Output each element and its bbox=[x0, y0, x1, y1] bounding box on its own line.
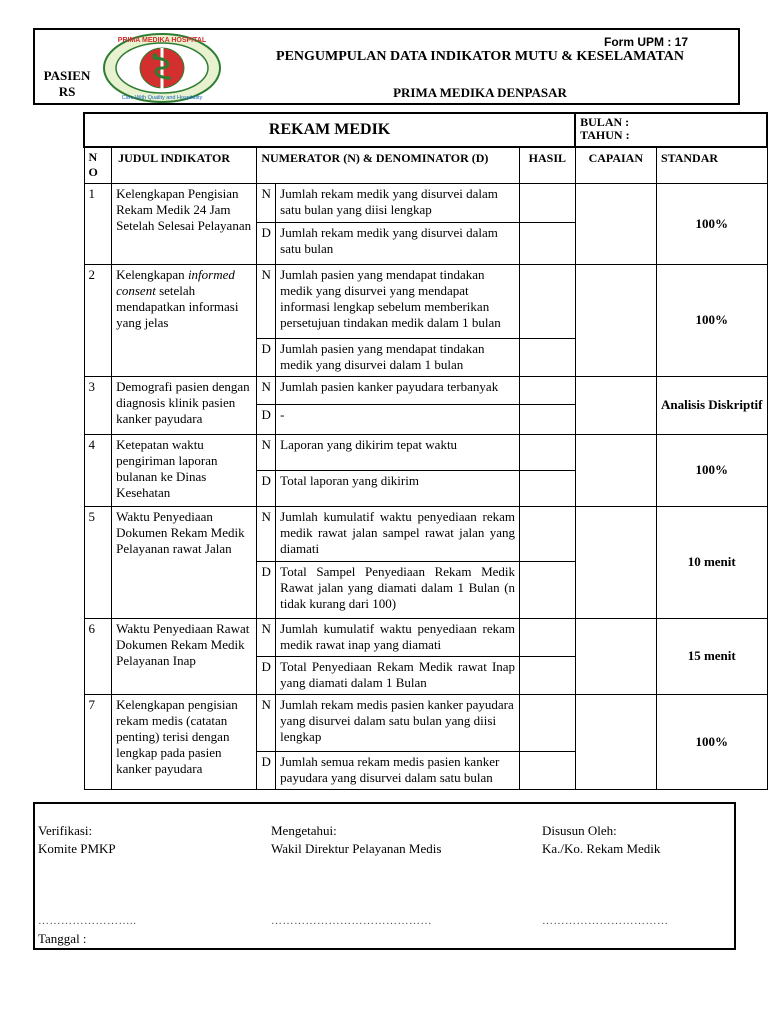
disusun-name: Ka./Ko. Rekam Medik bbox=[542, 841, 661, 856]
denominator-label: D bbox=[257, 338, 276, 376]
bulan-label: BULAN : bbox=[580, 115, 630, 129]
hasil-cell[interactable] bbox=[520, 561, 576, 618]
verifikasi-label: Verifikasi: bbox=[38, 823, 93, 838]
row-judul bbox=[112, 264, 257, 376]
col-header-numerator: NUMERATOR (N) & DENOMINATOR (D) bbox=[257, 147, 520, 183]
table-row bbox=[84, 506, 767, 561]
numerator-label: N bbox=[257, 376, 276, 404]
signature-line-1[interactable]: …………………….. bbox=[38, 915, 137, 927]
hasil-cell[interactable] bbox=[520, 694, 576, 751]
row-no: 5 bbox=[84, 506, 112, 618]
svg-text:PRIMA MEDIKA HOSPITAL: PRIMA MEDIKA HOSPITAL bbox=[117, 37, 207, 44]
hasil-cell[interactable] bbox=[520, 376, 576, 404]
denominator-text: Jumlah rekam medik yang disurvei dalam satu bulan bbox=[276, 222, 520, 264]
hasil-cell[interactable] bbox=[520, 183, 576, 222]
denominator-text: Jumlah semua rekam medis pasien kanker payudara yang disurvei dalam satu bulan bbox=[276, 751, 520, 789]
capaian-cell[interactable] bbox=[575, 376, 656, 434]
tanggal-label: Tanggal : bbox=[38, 931, 87, 946]
row-no: 2 bbox=[84, 264, 112, 376]
numerator-label: N bbox=[257, 618, 276, 656]
hasil-cell[interactable] bbox=[520, 656, 576, 694]
col-header-capaian: CAPAIAN bbox=[575, 147, 656, 183]
denominator-text: - bbox=[276, 404, 520, 434]
col-header-hasil: HASIL bbox=[520, 147, 576, 183]
hasil-cell[interactable] bbox=[520, 338, 576, 376]
rs-label: RS bbox=[58, 84, 76, 99]
denominator-text: Total laporan yang dikirim bbox=[276, 470, 520, 506]
row-no: 1 bbox=[84, 183, 112, 264]
denominator-label: D bbox=[257, 656, 276, 694]
row-judul: Waktu Penyediaan Rawat Dokumen Rekam Medik Pelayanan Inap bbox=[112, 618, 257, 694]
denominator-label: D bbox=[257, 222, 276, 264]
document-title: PENGUMPULAN DATA INDIKATOR MUTU & KESELAMATAN bbox=[276, 49, 684, 64]
table-row bbox=[84, 434, 767, 470]
row-judul-em: informed consent bbox=[116, 266, 235, 298]
indicator-table bbox=[83, 112, 768, 790]
capaian-cell[interactable] bbox=[575, 694, 656, 789]
numerator-label: N bbox=[257, 264, 276, 338]
numerator-text: Laporan yang dikirim tepat waktu bbox=[276, 434, 520, 470]
numerator-text: Jumlah pasien yang mendapat tindakan medik yang disurvei yang mendapat informasi lengkap sebelum memberikan persetujuan tindakan medik dalam 1 bulan bbox=[276, 264, 520, 338]
col-header-standar: STANDAR bbox=[656, 147, 767, 183]
disusun-label: Disusun Oleh: bbox=[542, 823, 617, 838]
numerator-text: Jumlah rekam medik yang disurvei dalam satu bulan yang diisi lengkap bbox=[276, 183, 520, 222]
signature-line-2[interactable]: …………………………………… bbox=[271, 915, 432, 927]
numerator-label: N bbox=[257, 434, 276, 470]
signature-box bbox=[33, 802, 736, 950]
numerator-text: Jumlah kumulatif waktu penyediaan rekam medik rawat jalan sampel rawat jalan yang diamati bbox=[276, 506, 520, 561]
table-row bbox=[84, 183, 767, 222]
mengetahui-name: Wakil Direktur Pelayanan Medis bbox=[271, 841, 442, 856]
hasil-cell[interactable] bbox=[520, 751, 576, 789]
capaian-cell[interactable] bbox=[575, 506, 656, 618]
standar-value: 100% bbox=[656, 694, 767, 789]
svg-text:Care With Quality and Hospital: Care With Quality and Hospitality bbox=[121, 95, 203, 101]
row-judul: Demografi pasien dengan diagnosis klinik pasien kanker payudara bbox=[112, 376, 257, 434]
numerator-label: N bbox=[257, 694, 276, 751]
table-row bbox=[84, 618, 767, 656]
form-number: Form UPM : 17 bbox=[604, 35, 689, 49]
hasil-cell[interactable] bbox=[520, 506, 576, 561]
hasil-cell[interactable] bbox=[520, 264, 576, 338]
row-no: 4 bbox=[84, 434, 112, 506]
hasil-cell[interactable] bbox=[520, 222, 576, 264]
numerator-text: Jumlah pasien kanker payudara terbanyak bbox=[276, 376, 520, 404]
numerator-label: N bbox=[257, 183, 276, 222]
table-row bbox=[84, 694, 767, 751]
col-header-no: N O bbox=[84, 147, 112, 183]
table-row bbox=[84, 376, 767, 404]
row-no: 7 bbox=[84, 694, 112, 789]
denominator-label: D bbox=[257, 751, 276, 789]
row-judul: Kelengkapan Pengisian Rekam Medik 24 Jam Setelah Selesai Pelayanan bbox=[112, 183, 257, 264]
hospital-name: PRIMA MEDIKA DENPASAR bbox=[393, 85, 567, 100]
col-header-judul: JUDUL INDIKATOR bbox=[112, 147, 257, 183]
capaian-cell[interactable] bbox=[575, 434, 656, 506]
pasien-rs-label bbox=[37, 68, 97, 100]
denominator-text: Total Penyediaan Rekam Medik rawat Inap yang diamati dalam 1 Bulan bbox=[276, 656, 520, 694]
standar-value: 100% bbox=[656, 264, 767, 376]
standar-value: 10 menit bbox=[656, 506, 767, 618]
row-no: 6 bbox=[84, 618, 112, 694]
hospital-logo bbox=[101, 32, 223, 104]
hasil-cell[interactable] bbox=[520, 434, 576, 470]
capaian-cell[interactable] bbox=[575, 183, 656, 264]
row-judul-post: setelah mendapatkan informasi yang jelas bbox=[116, 282, 239, 330]
standar-value: 100% bbox=[656, 183, 767, 264]
standar-value: 15 menit bbox=[656, 618, 767, 694]
numerator-text: Jumlah kumulatif waktu penyediaan rekam medik rawat inap yang diamati bbox=[276, 618, 520, 656]
capaian-cell[interactable] bbox=[575, 618, 656, 694]
denominator-label: D bbox=[257, 561, 276, 618]
bulan-tahun-cell bbox=[575, 113, 767, 147]
denominator-label: D bbox=[257, 404, 276, 434]
hasil-cell[interactable] bbox=[520, 404, 576, 434]
verifikasi-name: Komite PMKP bbox=[38, 841, 116, 856]
denominator-text: Jumlah pasien yang mendapat tindakan medik yang disurvei dalam 1 bulan bbox=[276, 338, 520, 376]
section-title: REKAM MEDIK bbox=[84, 113, 575, 147]
numerator-label: N bbox=[257, 506, 276, 561]
row-judul: Ketepatan waktu pengiriman laporan bulanan ke Dinas Kesehatan bbox=[112, 434, 257, 506]
signature-line-3[interactable]: …………………………… bbox=[542, 915, 669, 927]
numerator-text: Jumlah rekam medis pasien kanker payudara yang disurvei dalam satu bulan yang diisi lengkap bbox=[276, 694, 520, 751]
tahun-label: TAHUN : bbox=[580, 128, 630, 142]
row-judul: Kelengkapan pengisian rekam medis (catatan penting) terisi dengan lengkap pada pasien kanker payudara bbox=[112, 694, 257, 789]
denominator-label: D bbox=[257, 470, 276, 506]
denominator-text: Total Sampel Penyediaan Rekam Medik Rawat jalan yang diamati dalam 1 Bulan (n tidak kurang dari 100) bbox=[276, 561, 520, 618]
row-judul-pre: Kelengkapan bbox=[116, 266, 188, 282]
row-no: 3 bbox=[84, 376, 112, 434]
mengetahui-label: Mengetahui: bbox=[271, 823, 337, 838]
table-row bbox=[84, 264, 767, 338]
row-judul: Waktu Penyediaan Dokumen Rekam Medik Pelayanan rawat Jalan bbox=[112, 506, 257, 618]
hasil-cell[interactable] bbox=[520, 470, 576, 506]
standar-value: 100% bbox=[656, 434, 767, 506]
standar-value: Analisis Diskriptif bbox=[656, 376, 767, 434]
pasien-label: PASIEN bbox=[43, 68, 91, 83]
hasil-cell[interactable] bbox=[520, 618, 576, 656]
capaian-cell[interactable] bbox=[575, 264, 656, 376]
